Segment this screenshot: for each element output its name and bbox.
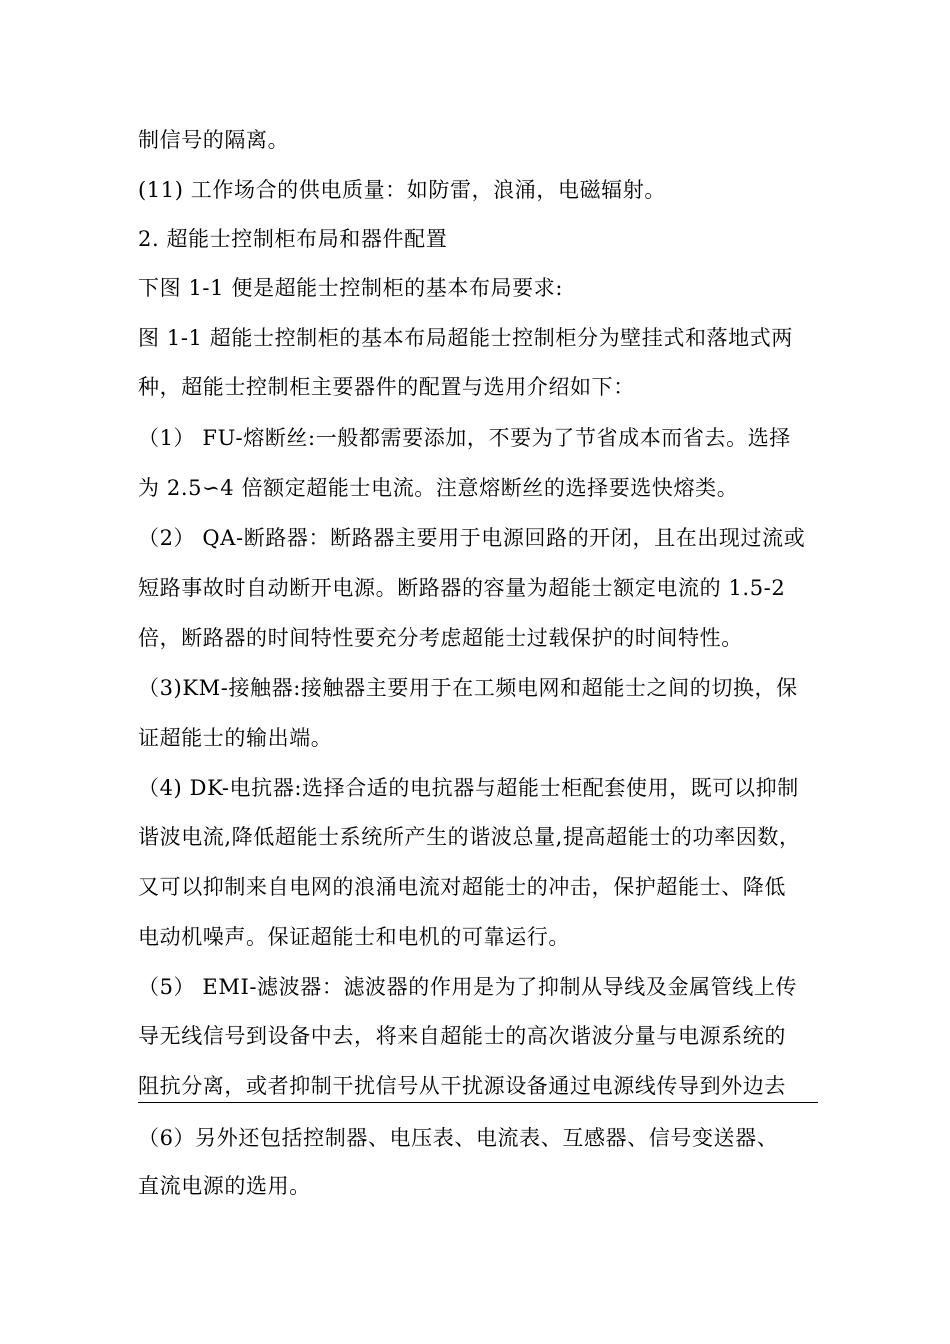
text-line-2: (11) 工作场合的供电质量：如防雷，浪涌，电磁辐射。 xyxy=(138,178,666,202)
text-line-10: 短路事故时自动断开电源。断路器的容量为超能士额定电流的 1.5-2 xyxy=(138,576,786,600)
text-line-11: 倍，断路器的时间特性要充分考虑超能士过载保护的时间特性。 xyxy=(138,626,743,650)
text-line-15: 谐波电流,降低超能士系统所产生的谐波总量,提高超能士的功率因数， xyxy=(138,825,801,849)
text-line-6: 种，超能士控制柜主要器件的配置与选用介绍如下： xyxy=(138,375,635,399)
text-line-19: 导无线信号到设备中去，将来自超能士的高次谐波分量与电源系统的 xyxy=(138,1024,786,1048)
text-line-14: （4) DK-电抗器:选择合适的电抗器与超能士柜配套使用，既可以抑制 xyxy=(138,776,799,800)
section-heading: 2. 超能士控制柜布局和器件配置 xyxy=(138,227,448,251)
text-line-12: （3)KM-接触器:接触器主要用于在工频电网和超能士之间的切换，保 xyxy=(138,676,798,700)
text-line-5: 图 1-1 超能士控制柜的基本布局超能士控制柜分为壁挂式和落地式两 xyxy=(138,326,793,350)
text-line-4: 下图 1-1 便是超能士控制柜的基本布局要求: xyxy=(138,276,564,300)
text-line-22: 直流电源的选用。 xyxy=(138,1174,311,1198)
text-line-7: （1） FU-熔断丝:一般都需要添加，不要为了节省成本而省去。选择 xyxy=(138,426,791,450)
horizontal-rule xyxy=(138,1102,818,1103)
text-line-21: （6）另外还包括控制器、电压表、电流表、互感器、信号变送器、 xyxy=(138,1126,779,1150)
text-line-20: 阻抗分离，或者抑制干扰信号从干扰源设备通过电源线传导到外边去 xyxy=(138,1074,786,1098)
text-line-17: 电动机噪声。保证超能士和电机的可靠运行。 xyxy=(138,925,570,949)
text-line-8: 为 2.5∽4 倍额定超能士电流。注意熔断丝的选择要选快熔类。 xyxy=(138,476,739,500)
text-line-18: （5） EMI-滤波器：滤波器的作用是为了抑制从导线及金属管线上传 xyxy=(138,975,798,999)
text-line-9: （2） QA-断路器：断路器主要用于电源回路的开闭，且在出现过流或 xyxy=(138,526,806,550)
text-line-13: 证超能士的输出端。 xyxy=(138,726,333,750)
text-line-1: 制信号的隔离。 xyxy=(138,128,290,152)
text-line-16: 又可以抑制来自电网的浪涌电流对超能士的冲击，保护超能士、降低 xyxy=(138,875,786,899)
